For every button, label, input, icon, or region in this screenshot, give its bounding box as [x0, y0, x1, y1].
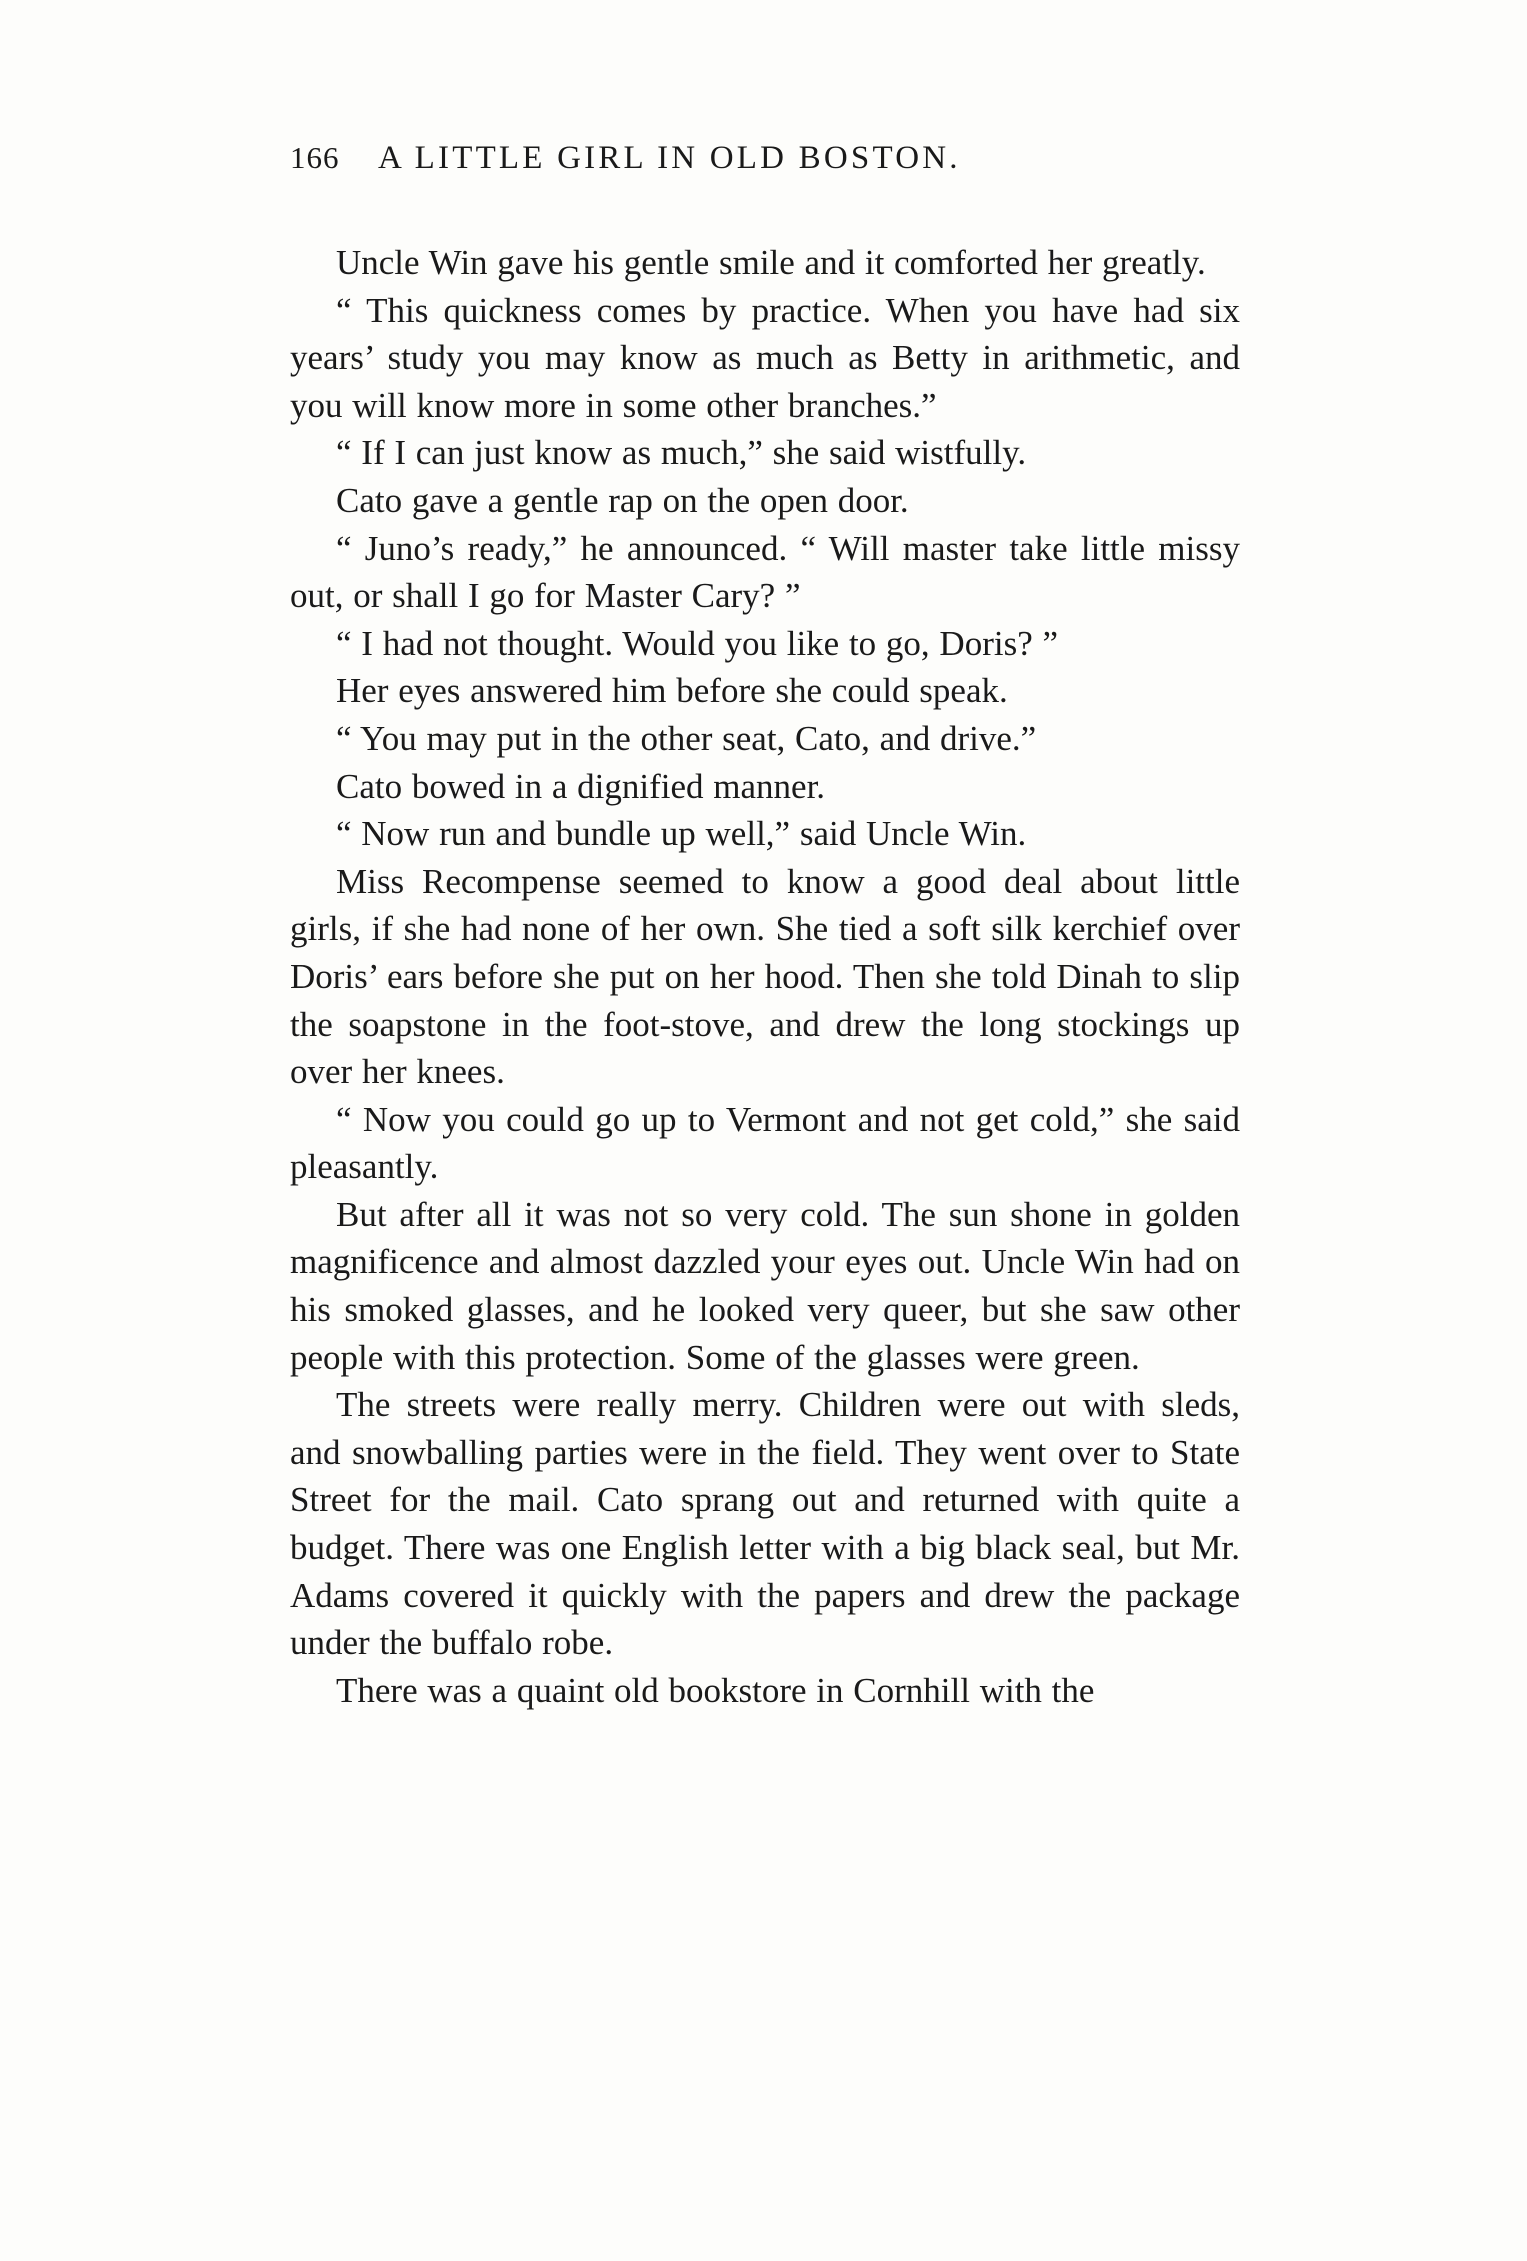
running-head [290, 140, 1240, 177]
paragraph: “ You may put in the other seat, Cato, and drive.” [336, 718, 1037, 758]
paragraph: “ Now run and bundle up well,” said Uncle Win. [336, 814, 1027, 854]
paragraph: Miss Recompense seemed to know a good deal about little girls, if she had none of her own. She tied a soft silk kerchief over Doris’ ears before she put on her hood. Then she told Dinah to slip the soapstone in the foot-stove, and drew the long stockings up over her knees. [290, 861, 1240, 1092]
paragraph: Cato bowed in a dignified manner. [336, 766, 826, 806]
paragraph: There was a quaint old bookstore in Cornhill with the [336, 1670, 1095, 1710]
paragraph: The streets were really merry. Children were out with sleds, and snowballing parties were in the field. They went over to State Street for the mail. Cato sprang out and returned with quite a budget. There was one English letter with a big black seal, but Mr. Adams covered it quickly with the papers and drew the package under the buffalo robe. [290, 1385, 1240, 1663]
paragraph: But after all it was not so very cold. The sun shone in golden magnificence and almost dazzled your eyes out. Uncle Win had on his smoked glasses, and he looked very queer, but she saw other people with this protection. Some of the glasses were green. [290, 1194, 1240, 1377]
paragraph: Her eyes answered him before she could speak. [336, 671, 1008, 711]
paragraph: “ Juno’s ready,” he announced. “ Will master take little missy out, or shall I go for Master Cary? ” [290, 528, 1240, 616]
paragraph: Uncle Win gave his gentle smile and it comforted her greatly. [336, 243, 1206, 282]
paragraph: “ This quickness comes by practice. When you have had six years’ study you may know as much as Betty in arithmetic, and you will know more in some other branches.” [290, 290, 1240, 425]
page-content [290, 140, 1240, 1714]
paragraph: “ Now you could go up to Vermont and not get cold,” she said pleasantly. [290, 1099, 1240, 1187]
running-title: A LITTLE GIRL IN OLD BOSTON. [378, 140, 961, 176]
paragraph: “ If I can just know as much,” she said wistfully. [336, 433, 1027, 473]
page-number: 166 [290, 140, 340, 175]
paragraph: Cato gave a gentle rap on the open door. [336, 480, 909, 520]
paragraph: “ I had not thought. Would you like to go, Doris? ” [336, 623, 1059, 663]
